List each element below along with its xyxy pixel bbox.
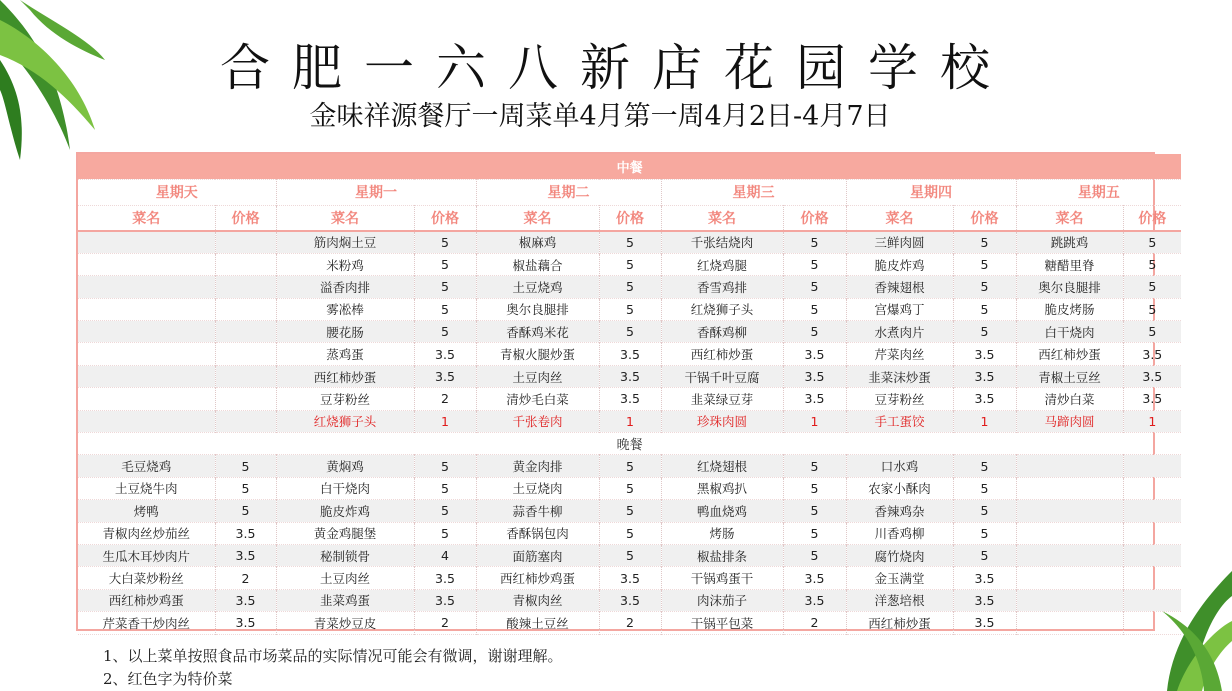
dish-cell: 川香鸡柳: [846, 522, 953, 544]
price-cell: [215, 388, 276, 410]
lunch-row: [78, 343, 1181, 365]
price-cell: 3.5: [414, 589, 476, 611]
dish-cell: [78, 365, 215, 387]
dish-cell: 蒜香牛柳: [476, 500, 599, 522]
price-cell: 5: [414, 253, 476, 275]
price-cell: 5: [783, 544, 846, 566]
dish-cell: 香酥鸡米花: [476, 321, 599, 343]
dinner-header-row: [78, 433, 1181, 455]
price-column-label: 价格: [783, 205, 846, 231]
price-cell: [215, 410, 276, 432]
dish-cell: 黄金鸡腿堡: [276, 522, 414, 544]
day-header-row: [78, 179, 1181, 205]
dish-cell: 口水鸡: [846, 455, 953, 477]
dish-cell: 手工蛋饺: [846, 410, 953, 432]
price-cell: 5: [599, 522, 661, 544]
dish-cell: 芹菜香干炒肉丝: [78, 612, 215, 634]
dish-cell: 土豆烧鸡: [476, 276, 599, 298]
price-cell: 5: [414, 477, 476, 499]
price-cell: 5: [414, 500, 476, 522]
price-cell: [1123, 477, 1181, 499]
price-cell: 5: [599, 231, 661, 253]
price-cell: 5: [783, 455, 846, 477]
price-cell: 5: [783, 298, 846, 320]
dish-column-label: 菜名: [661, 205, 783, 231]
dish-cell: 米粉鸡: [276, 253, 414, 275]
dish-cell: 腰花肠: [276, 321, 414, 343]
dish-cell: 白干烧肉: [1016, 321, 1123, 343]
dish-cell: 肉沫茄子: [661, 589, 783, 611]
dish-cell: [1016, 567, 1123, 589]
page-title: 合肥一六八新店花园学校: [220, 39, 1012, 97]
price-cell: [1123, 589, 1181, 611]
price-cell: 5: [215, 455, 276, 477]
price-cell: [215, 365, 276, 387]
dish-cell: 洋葱培根: [846, 589, 953, 611]
price-cell: 1: [1123, 410, 1181, 432]
lunch-row: [78, 321, 1181, 343]
dish-cell: 红烧狮子头: [661, 298, 783, 320]
price-cell: 2: [783, 612, 846, 634]
day-label: 星期一: [276, 179, 476, 205]
dish-cell: 西红柿炒鸡蛋: [78, 589, 215, 611]
price-cell: 4: [414, 544, 476, 566]
price-cell: 5: [414, 231, 476, 253]
price-cell: 5: [1123, 231, 1181, 253]
dish-cell: [78, 343, 215, 365]
dish-column-label: 菜名: [1016, 205, 1123, 231]
dish-cell: [78, 388, 215, 410]
note-line: 2、红色字为特价菜: [103, 670, 233, 688]
dinner-row: [78, 455, 1181, 477]
dish-cell: 鸭血烧鸡: [661, 500, 783, 522]
price-cell: 5: [783, 231, 846, 253]
dish-cell: [1016, 455, 1123, 477]
price-cell: 2: [599, 612, 661, 634]
dish-cell: 跳跳鸡: [1016, 231, 1123, 253]
dish-cell: 黑椒鸡扒: [661, 477, 783, 499]
dish-cell: 西红柿炒蛋: [1016, 343, 1123, 365]
price-cell: 3.5: [215, 589, 276, 611]
price-cell: 5: [414, 298, 476, 320]
price-cell: [215, 321, 276, 343]
price-cell: 1: [414, 410, 476, 432]
price-cell: 3.5: [953, 589, 1016, 611]
dish-cell: 香辣翅根: [846, 276, 953, 298]
dish-cell: 大白菜炒粉丝: [78, 567, 215, 589]
price-cell: 5: [953, 477, 1016, 499]
dish-cell: 千张卷肉: [476, 410, 599, 432]
dish-cell: 烤鸭: [78, 500, 215, 522]
dish-cell: 秘制锁骨: [276, 544, 414, 566]
dish-cell: 红烧鸡腿: [661, 253, 783, 275]
day-label: 星期天: [78, 179, 276, 205]
dinner-row: [78, 612, 1181, 634]
dish-cell: 椒麻鸡: [476, 231, 599, 253]
price-column-label: 价格: [215, 205, 276, 231]
price-cell: [1123, 567, 1181, 589]
price-cell: 5: [783, 522, 846, 544]
dish-cell: [78, 276, 215, 298]
dish-cell: 蒸鸡蛋: [276, 343, 414, 365]
dish-cell: 土豆肉丝: [276, 567, 414, 589]
dish-cell: 三鲜肉圆: [846, 231, 953, 253]
price-cell: 3.5: [783, 567, 846, 589]
dish-cell: 干锅平包菜: [661, 612, 783, 634]
dish-cell: 金玉满堂: [846, 567, 953, 589]
price-cell: 3.5: [215, 544, 276, 566]
price-cell: [215, 253, 276, 275]
price-cell: 5: [599, 276, 661, 298]
price-cell: 5: [783, 276, 846, 298]
dish-cell: [1016, 522, 1123, 544]
dish-column-label: 菜名: [476, 205, 599, 231]
price-cell: 1: [599, 410, 661, 432]
price-cell: 5: [215, 500, 276, 522]
dish-cell: 红烧狮子头: [276, 410, 414, 432]
price-cell: 5: [783, 477, 846, 499]
price-cell: 5: [953, 321, 1016, 343]
price-cell: 5: [783, 253, 846, 275]
price-cell: 3.5: [215, 612, 276, 634]
price-cell: 5: [1123, 276, 1181, 298]
notes: [103, 645, 563, 691]
price-column-label: 价格: [953, 205, 1016, 231]
dish-cell: 清炒毛白菜: [476, 388, 599, 410]
dish-cell: [1016, 500, 1123, 522]
dish-cell: 马蹄肉圆: [1016, 410, 1123, 432]
dish-cell: 香雪鸡排: [661, 276, 783, 298]
dinner-label: 晚餐: [616, 438, 643, 454]
lunch-row: [78, 365, 1181, 387]
lunch-label: 中餐: [78, 154, 1181, 179]
dish-cell: 西红柿炒鸡蛋: [476, 567, 599, 589]
price-cell: 3.5: [599, 589, 661, 611]
lunch-row: [78, 231, 1181, 253]
price-cell: 3.5: [953, 567, 1016, 589]
dish-cell: 筋肉焖土豆: [276, 231, 414, 253]
dish-cell: 珍珠肉圆: [661, 410, 783, 432]
dish-cell: 豆芽粉丝: [846, 388, 953, 410]
lunch-header-row: [78, 154, 1181, 179]
dish-cell: 干锅鸡蛋干: [661, 567, 783, 589]
price-cell: [215, 298, 276, 320]
price-cell: 2: [215, 567, 276, 589]
price-cell: [1123, 544, 1181, 566]
day-label: 星期二: [476, 179, 661, 205]
price-cell: 3.5: [783, 589, 846, 611]
dish-cell: [78, 410, 215, 432]
price-cell: 1: [783, 410, 846, 432]
dish-cell: [1016, 612, 1123, 634]
price-cell: 3.5: [599, 343, 661, 365]
price-cell: 5: [953, 500, 1016, 522]
dish-cell: 青椒肉丝: [476, 589, 599, 611]
dish-cell: 黄金肉排: [476, 455, 599, 477]
dish-cell: 黄焖鸡: [276, 455, 414, 477]
lunch-row: [78, 298, 1181, 320]
dish-cell: 香酥锅包肉: [476, 522, 599, 544]
dish-cell: 土豆烧牛肉: [78, 477, 215, 499]
price-cell: [215, 343, 276, 365]
dinner-row: [78, 522, 1181, 544]
price-column-label: 价格: [599, 205, 661, 231]
price-cell: [215, 276, 276, 298]
dinner-row: [78, 500, 1181, 522]
price-cell: 2: [414, 612, 476, 634]
dish-cell: 干锅千叶豆腐: [661, 365, 783, 387]
price-cell: 3.5: [953, 343, 1016, 365]
column-header-row: [78, 205, 1181, 231]
price-cell: 5: [599, 455, 661, 477]
price-cell: [1123, 500, 1181, 522]
price-cell: 5: [599, 321, 661, 343]
dish-cell: 椒盐藕合: [476, 253, 599, 275]
dish-cell: 雾凇棒: [276, 298, 414, 320]
price-cell: 3.5: [215, 522, 276, 544]
dinner-row: [78, 477, 1181, 499]
price-cell: 5: [1148, 301, 1157, 317]
dinner-row: [78, 567, 1181, 589]
price-cell: 3.5: [953, 612, 1016, 634]
dish-cell: 奥尔良腿排: [476, 298, 599, 320]
dish-cell: [1016, 589, 1123, 611]
price-cell: 3.5: [1142, 346, 1163, 362]
day-label: 星期三: [661, 179, 846, 205]
dish-cell: 腐竹烧肉: [846, 544, 953, 566]
price-cell: [1123, 612, 1181, 634]
dish-cell: [78, 253, 215, 275]
dish-cell: 香酥鸡柳: [661, 321, 783, 343]
price-cell: [215, 231, 276, 253]
dish-cell: 韭菜绿豆芽: [661, 388, 783, 410]
price-cell: 3.5: [599, 365, 661, 387]
dish-cell: 青椒火腿炒蛋: [476, 343, 599, 365]
dish-cell: 韭菜鸡蛋: [276, 589, 414, 611]
dish-cell: 毛豆烧鸡: [78, 455, 215, 477]
dish-column-label: 菜名: [78, 205, 215, 231]
dish-cell: 烤肠: [661, 522, 783, 544]
price-cell: 3.5: [953, 365, 1016, 387]
price-cell: 3.5: [414, 343, 476, 365]
dish-column-label: 菜名: [276, 205, 414, 231]
dish-cell: 青椒肉丝炒茄丝: [78, 522, 215, 544]
dish-cell: 土豆肉丝: [476, 365, 599, 387]
dish-cell: 宫爆鸡丁: [846, 298, 953, 320]
price-cell: 5: [414, 321, 476, 343]
price-cell: 5: [953, 455, 1016, 477]
dish-cell: 糖醋里脊: [1016, 253, 1123, 275]
price-cell: 5: [953, 231, 1016, 253]
dish-cell: 清炒白菜: [1016, 388, 1123, 410]
price-cell: 5: [1148, 257, 1157, 273]
price-cell: 3.5: [1142, 391, 1163, 407]
dish-cell: 溢香肉排: [276, 276, 414, 298]
price-cell: 5: [414, 455, 476, 477]
price-cell: 3.5: [599, 567, 661, 589]
dish-cell: 土豆烧肉: [476, 477, 599, 499]
price-cell: 5: [953, 253, 1016, 275]
dish-cell: 香辣鸡杂: [846, 500, 953, 522]
price-cell: 5: [414, 522, 476, 544]
price-cell: 3.5: [599, 388, 661, 410]
price-cell: 3.5: [783, 365, 846, 387]
price-cell: 5: [599, 544, 661, 566]
dish-cell: 芹菜肉丝: [846, 343, 953, 365]
dish-cell: 椒盐排条: [661, 544, 783, 566]
dish-cell: 酸辣土豆丝: [476, 612, 599, 634]
price-cell: 5: [599, 298, 661, 320]
menu-table: [78, 154, 1181, 635]
price-cell: 1: [953, 410, 1016, 432]
dish-cell: [78, 298, 215, 320]
price-cell: 5: [953, 522, 1016, 544]
dish-cell: 青菜炒豆皮: [276, 612, 414, 634]
dish-cell: 西红柿炒蛋: [661, 343, 783, 365]
price-column-label: 价格: [414, 205, 476, 231]
dish-cell: 豆芽粉丝: [276, 388, 414, 410]
day-label: 星期四: [846, 179, 1016, 205]
dish-cell: 千张结烧肉: [661, 231, 783, 253]
day-label: 星期五: [1077, 185, 1120, 201]
price-cell: 5: [215, 477, 276, 499]
dish-cell: 红烧翅根: [661, 455, 783, 477]
lunch-row: [78, 253, 1181, 275]
dish-cell: 奥尔良腿排: [1016, 276, 1123, 298]
dish-cell: 生瓜木耳炒肉片: [78, 544, 215, 566]
price-cell: 3.5: [1123, 365, 1181, 387]
menu-table-container: [76, 152, 1167, 631]
dish-cell: 水煮肉片: [846, 321, 953, 343]
dish-cell: 面筋塞肉: [476, 544, 599, 566]
price-cell: 2: [414, 388, 476, 410]
dish-cell: 青椒土豆丝: [1016, 365, 1123, 387]
dish-column-label: 菜名: [846, 205, 953, 231]
dinner-row: [78, 544, 1181, 566]
lunch-row: [78, 276, 1181, 298]
dish-cell: 脆皮烤肠: [1016, 298, 1123, 320]
page-subtitle: 金味祥源餐厅一周菜单4月第一周4月2日-4月7日: [309, 101, 891, 132]
dish-cell: [78, 321, 215, 343]
dish-cell: 韭菜沫炒蛋: [846, 365, 953, 387]
price-column-label: 价格: [1123, 205, 1181, 231]
lunch-row: [78, 410, 1181, 432]
dish-cell: 白干烧肉: [276, 477, 414, 499]
price-cell: 5: [599, 477, 661, 499]
price-cell: 5: [599, 253, 661, 275]
price-cell: 3.5: [783, 388, 846, 410]
price-cell: 5: [953, 544, 1016, 566]
price-cell: 5: [1123, 321, 1181, 343]
price-cell: 5: [783, 321, 846, 343]
dish-cell: [1016, 544, 1123, 566]
dish-cell: [1016, 477, 1123, 499]
price-cell: [1123, 522, 1181, 544]
price-cell: 3.5: [414, 567, 476, 589]
lunch-row: [78, 388, 1181, 410]
note-line: 1、以上菜单按照食品市场菜品的实际情况可能会有微调，谢谢理解。: [103, 647, 563, 665]
price-cell: 5: [953, 276, 1016, 298]
dish-cell: [78, 231, 215, 253]
price-cell: 3.5: [953, 388, 1016, 410]
dish-cell: 西红柿炒蛋: [276, 365, 414, 387]
dish-cell: 农家小酥肉: [846, 477, 953, 499]
price-cell: 5: [599, 500, 661, 522]
dish-cell: 脆皮炸鸡: [846, 253, 953, 275]
price-cell: 3.5: [783, 343, 846, 365]
price-cell: 3.5: [414, 365, 476, 387]
dish-cell: 西红柿炒蛋: [846, 612, 953, 634]
price-cell: 5: [783, 500, 846, 522]
price-cell: 5: [953, 298, 1016, 320]
price-cell: [1123, 455, 1181, 477]
price-cell: 5: [414, 276, 476, 298]
dinner-row: [78, 589, 1181, 611]
dish-cell: 脆皮炸鸡: [276, 500, 414, 522]
